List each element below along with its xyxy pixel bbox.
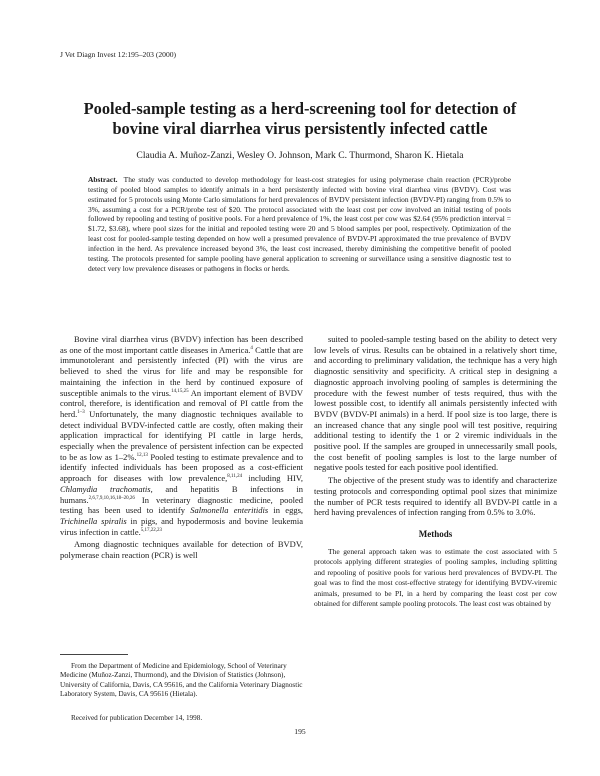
species-name: Chlamydia trachomatis <box>60 483 151 494</box>
citation-ref: 5,17,22,23 <box>140 527 162 533</box>
author-list: Claudia A. Muñoz-Zanzi, Wesley O. Johnson, Mark C. Thurmond, Sharon K. Hietala <box>136 150 464 161</box>
received-footnote: Received for publication December 14, 1998. <box>71 714 203 722</box>
abstract-label: Abstract. <box>88 175 118 184</box>
text-run: in pigs, and hypodermosis and bovine leukemia virus infection in cattle. <box>60 515 303 537</box>
left-column <box>60 334 303 561</box>
journal-citation: J Vet Diagn Invest 12:195–203 (2000) <box>60 50 177 59</box>
title-line-1: Pooled-sample testing as a herd-screening tool for detection of <box>83 99 517 118</box>
intro-paragraph-3: suited to pooled-sample testing based on the ability to detect very low levels of virus. Results can be obtained in a relatively short time, and according to preliminary validation, the technique has a very high diagnostic sensitivity and specificity. A critical step in designing a diagnostic approach involving pooling of samples is determining the procedure with the fewest number of tests required, thus with the lowest possible cost, to identify all animals persistently infected with BVDV (BVDV-PI animals) in a herd. If pool size is too large, there is an increased chance that any single pool will test positive, requiring additional testing to identify the 1 or 2 viremic individuals in the positive pool. If the samples are grouped in unnecessarily small pools, the cost benefit of pooling samples is lost to the large number of negative pools tested for each positive pool identified. <box>314 334 557 473</box>
title-line-2: bovine viral diarrhea virus persistently infected cattle <box>112 119 488 138</box>
text-run: including HIV, <box>242 473 303 484</box>
footnote-divider <box>60 654 128 655</box>
objective-paragraph: The objective of the present study was to identify and characterize testing protocols and corresponding optimal pool sizes that minimize the number of PCR tests required to identify all BVDV-PI cattle in a herd having prevalences of infection ranging from 0.5% to 3.0%. <box>314 475 557 518</box>
intro-paragraph-2: Among diagnostic techniques available for detection of BVDV, polymerase chain reaction (PCR) is well <box>60 539 303 561</box>
text-run: Cattle that are immunotolerant and persistently infected (PI) with the virus are believed to shed the virus for life and may be responsible for maintaining the infection in the herd by continued exposure of susceptible animals to the virus. <box>60 344 304 398</box>
citation-ref: 1–3 <box>77 409 85 415</box>
citation-ref: 12,13 <box>136 452 148 458</box>
species-name: Salmonella enteritidis <box>190 505 269 516</box>
citation-ref: 2,6,7,9,10,16,18–20,26 <box>88 495 135 501</box>
intro-paragraph-1 <box>60 334 303 537</box>
abstract <box>88 175 511 273</box>
text-run: Pooled testing to estimate prevalence and to identify infected individuals has been proposed as a cost-efficient approach for diseases with low prevalence, <box>60 451 303 484</box>
text-run: Unfortunately, the many diagnostic techniques available to detect individual BVDV-infected cattle are costly, often making their application impractical for identifying PI cattle in large herds, especially when the prevalence of persistent infection can be expected to be as low as 1–2%. <box>60 408 303 462</box>
abstract-text: The study was conducted to develop methodology for least-cost strategies for using polymerase chain reaction (PCR)/probe testing of pooled blood samples to identify animals in a herd persistently infected with bovine viral diarrhea virus (BVDV). Cost was estimated for 5 protocols using Monte Carlo simulations for herd prevalences of BVDV persistent infection (BVDV-PI) ranging from 0.5% to 3%, assuming a cost for a PCR/probe test of $20. The protocol associated with the least cost per cow involved an initial testing of pools followed by repooling and testing of positive pools. For a herd prevalence of 1%, the least cost per cow was $2.64 (95% prediction interval = $1.72, $3.68), where pool sizes for the initial and repooled testing were 20 and 5 blood samples per pool, respectively. Optimization of the least cost for pooled-sample testing depended on how well a presumed prevalence of BVDV-PI approximated the true prevalence of BVDV infection in the herd. As prevalence increased beyond 3%, the least cost increased, thereby diminishing the competitive benefit of pooled testing. The protocols presented for sample pooling have general application to screening or surveillance using a sensitive diagnostic test to detect very low prevalence diseases or pathogens in flocks or herds. <box>88 175 511 273</box>
citation-ref: 14,15,25 <box>171 388 189 394</box>
text-run: In veterinary diagnostic medicine, pooled testing has been used to identify <box>60 494 303 516</box>
text-run: in eggs, <box>268 505 303 516</box>
article-title <box>70 99 530 139</box>
section-heading-methods: Methods <box>418 528 453 539</box>
species-name: Trichinella spiralis <box>60 515 127 526</box>
right-column <box>314 334 557 610</box>
text-run: An important element of BVDV control, therefore, is identification and removal of PI cattle from the herd. <box>60 387 304 419</box>
affiliation-footnote: From the Department of Medicine and Epidemiology, School of Veterinary Medicine (Muñoz-Zanzi, Thurmond), and the Division of Statistics (Johnson), University of California, Davis, CA 95616, and the California Veterinary Diagnostic Laboratory System, Davis, CA 95616 (Hietala). <box>60 662 303 699</box>
text-run: Bovine viral diarrhea virus (BVDV) infection has been described as one of the most important cattle diseases in America. <box>60 334 303 355</box>
text-run: , and hepatitis B infections in humans. <box>60 483 304 505</box>
methods-paragraph: The general approach taken was to estimate the cost associated with 5 protocols applying different strategies of pooling samples, including splitting and repooling of positive pools for various herd prevalences of BVDV-PI. The goal was to find the most cost-effective strategy for identifying BVDV-viremic animals, presumed to be PI, in a herd by comparing the least cost per cow obtained for different sample pooling protocols. The least cost was obtained by <box>314 546 557 609</box>
citation-ref: 4 <box>250 345 253 351</box>
citation-ref: 8,11,24 <box>227 474 243 480</box>
page-number: 195 <box>294 727 306 736</box>
